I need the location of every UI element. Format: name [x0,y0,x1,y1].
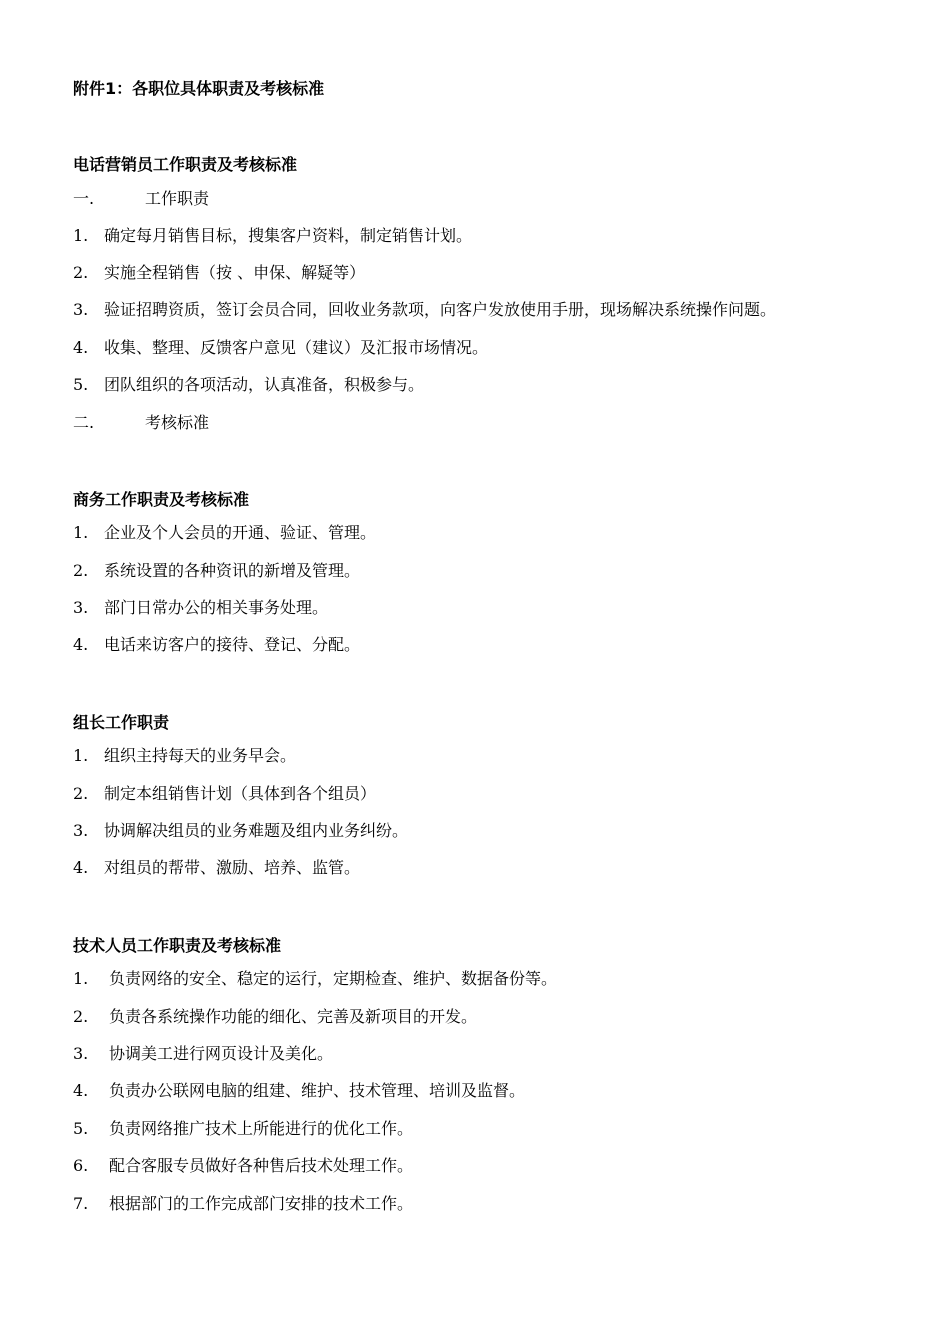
list-item [73,1081,525,1101]
list-item [73,784,376,804]
list-item [73,1007,477,1027]
list-item [73,1156,413,1176]
list-item-text: 对组员的帮带、激励、培养、监管。 [104,858,361,877]
list-item-text: 负责办公联网电脑的组建、维护、技术管理、培训及监督。 [109,1081,526,1100]
section-title-telemarketing: 电话营销员工作职责及考核标准 [73,155,298,174]
list-item-number: 1. [73,746,89,765]
list-item [73,300,776,320]
subheading-text: 工作职责 [145,189,210,208]
list-item-number: 4. [73,858,89,877]
list-item [73,523,376,543]
subheading-marker: 二. [73,413,95,432]
section-title-team-leader: 组长工作职责 [73,713,170,732]
list-item-text: 部门日常办公的相关事务处理。 [104,598,329,617]
subheading-marker: 一. [73,189,95,208]
list-item-text: 企业及个人会员的开通、验证、管理。 [104,523,377,542]
list-item [73,746,296,766]
list-item-text: 根据部门的工作完成部门安排的技术工作。 [109,1194,414,1213]
list-item-number: 4. [73,1081,89,1100]
list-item [73,1119,413,1139]
section-title-technical: 技术人员工作职责及考核标准 [73,936,282,955]
list-item-text: 电话来访客户的接待、登记、分配。 [104,635,361,654]
list-item-number: 5. [73,375,89,394]
subheading-text: 考核标准 [145,413,210,432]
list-item-number: 2. [73,1007,89,1026]
list-item [73,858,360,878]
list-item [73,598,328,618]
list-item-number: 5. [73,1119,89,1138]
list-item-number: 1. [73,523,89,542]
list-item-text: 确定每月销售目标，搜集客户资料，制定销售计划。 [104,226,473,245]
list-item [73,821,408,841]
subheading-assessment [73,413,209,433]
list-item-number: 1. [73,226,89,245]
list-item-text: 协调美工进行网页设计及美化。 [109,1044,334,1063]
list-item-number: 2. [73,263,89,282]
list-item [73,1044,333,1064]
list-item-number: 3. [73,598,89,617]
list-item [73,263,365,283]
list-item-text: 负责各系统操作功能的细化、完善及新项目的开发。 [109,1007,478,1026]
subheading-duties [73,189,209,209]
list-item [73,338,488,358]
list-item-text: 负责网络的安全、稳定的运行，定期检查、维护、数据备份等。 [109,969,558,988]
list-item-number: 7. [73,1194,89,1213]
list-item-text: 实施全程销售（按 、申保、解疑等） [104,263,366,282]
list-item-number: 2. [73,561,89,580]
list-item-number: 2. [73,784,89,803]
list-item-text: 验证招聘资质，签订会员合同，回收业务款项，向客户发放使用手册，现场解决系统操作问题。 [104,300,777,319]
list-item [73,1194,413,1214]
list-item-number: 3. [73,300,89,319]
list-item-number: 6. [73,1156,89,1175]
list-item-text: 配合客服专员做好各种售后技术处理工作。 [109,1156,414,1175]
list-item [73,969,557,989]
list-item-text: 组织主持每天的业务早会。 [104,746,297,765]
list-item [73,635,360,655]
list-item [73,375,424,395]
document-title: 附件1：各职位具体职责及考核标准 [73,79,325,98]
section-title-business: 商务工作职责及考核标准 [73,490,250,509]
list-item-text: 团队组织的各项活动，认真准备，积极参与。 [104,375,425,394]
list-item-text: 系统设置的各种资讯的新增及管理。 [104,561,361,580]
list-item-text: 制定本组销售计划（具体到各个组员） [104,784,377,803]
list-item-text: 协调解决组员的业务难题及组内业务纠纷。 [104,821,409,840]
list-item-number: 4. [73,635,89,654]
list-item-text: 负责网络推广技术上所能进行的优化工作。 [109,1119,414,1138]
list-item [73,226,472,246]
list-item-number: 3. [73,1044,89,1063]
list-item-number: 3. [73,821,89,840]
list-item-number: 4. [73,338,89,357]
list-item-number: 1. [73,969,89,988]
list-item-text: 收集、整理、反馈客户意见（建议）及汇报市场情况。 [104,338,489,357]
list-item [73,561,360,581]
